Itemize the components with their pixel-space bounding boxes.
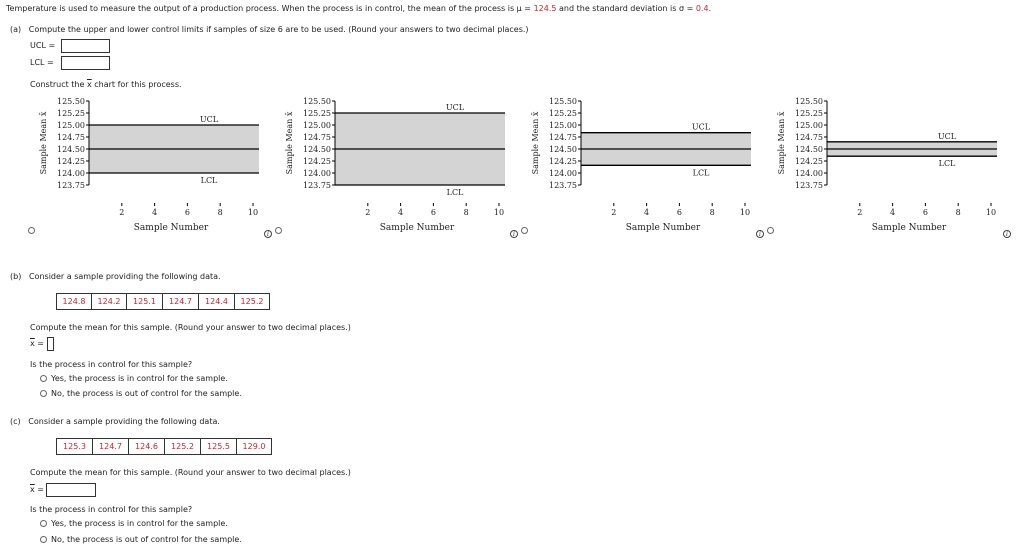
chart-2-info-icon[interactable]: i [510,230,518,238]
chart-1-x-tick-label: 6 [184,208,190,217]
part-b-no-label[interactable]: No, the process is out of control for the sample. [51,389,242,398]
part-c-yes-radio[interactable] [40,520,47,527]
part-a-prompt: (a) Compute the upper and lower control limits if samples of size 6 are to be used. (Round your answers to two decimal places.) [10,25,529,34]
chart-4-x-tick-label: 8 [955,208,961,217]
sample-b-value-2: 124.2 [91,293,127,310]
part-b-mean-input[interactable] [47,337,54,351]
part-b-mean-prompt: Compute the mean for this sample. (Round your answer to two decimal places.) [30,323,351,332]
sample-b-value-3: 125.1 [126,293,163,310]
chart-4-info-icon[interactable]: i [1003,230,1011,238]
chart-1-y-tick-label: 124.25 [57,157,85,166]
lcl-label: LCL = [30,58,54,67]
part-c-mean-input[interactable] [46,483,96,497]
sample-c-value-4: 125.2 [164,438,201,455]
chart-3-x-tick-label: 4 [644,208,650,217]
chart-4-x-axis-title: Sample Number [871,223,947,233]
part-b-prompt: (b) Consider a sample providing the following data. [10,272,221,281]
chart-3-y-tick-label: 125.25 [549,109,577,118]
sample-b-value-6: 125.2 [234,293,270,310]
chart-option-4-radio[interactable] [767,227,774,234]
chart-1-y-tick-label: 124.50 [57,145,85,154]
chart-4-y-tick-label: 124.50 [795,145,823,154]
chart-1-lcl-label: LCL [200,176,218,185]
chart-2-y-axis-title: Sample Mean x̄ [285,111,294,175]
part-b-xbar-label: $\overline{x}$ = [30,339,44,348]
chart-3-x-tick-label: 10 [739,208,751,217]
chart-1-x-tick-label: 8 [217,208,223,217]
part-c-no-label[interactable]: No, the process is out of control for the sample. [51,535,242,544]
chart-option-1-radio[interactable] [28,227,35,234]
ucl-input[interactable] [61,39,110,53]
chart-1-y-tick-label: 124.75 [57,133,85,142]
lcl-input[interactable] [61,56,110,70]
part-b-yes-radio[interactable] [40,375,47,382]
part-c-control-question: Is the process in control for this sample? [30,505,193,514]
chart-1-y-tick-label: 124.00 [57,169,85,178]
chart-4-y-axis-title: Sample Mean x̄ [777,111,786,175]
sample-b-value-1: 124.8 [56,293,92,310]
chart-2-x-tick-label: 4 [398,208,404,217]
chart-4-x-tick-label: 4 [890,208,896,217]
chart-3-y-axis-title: Sample Mean x̄ [531,111,540,175]
sample-c-value-1: 125.3 [56,438,93,455]
problem-statement: Temperature is used to measure the output of a production process. When the process is in control, the mean of the process is μ = 124.5 and the standard deviation is σ = 0.4. [6,4,712,13]
chart-2-lcl-label: LCL [446,188,464,197]
part-b-control-question: Is the process in control for this sample? [30,360,193,369]
chart-1-info-icon[interactable]: i [264,230,272,238]
chart-1-y-tick-label: 125.00 [57,121,85,130]
chart-3-y-tick-label: 124.25 [549,157,577,166]
chart-3-x-tick-label: 6 [676,208,682,217]
chart-2-y-tick-label: 124.50 [303,145,331,154]
control-chart-options [0,88,1024,248]
chart-4-y-tick-label: 125.50 [795,97,823,106]
chart-1-x-axis-title: Sample Number [133,223,209,233]
chart-4-x-tick-label: 6 [922,208,928,217]
chart-2-x-tick-label: 2 [365,208,371,217]
chart-2-x-tick-label: 8 [463,208,469,217]
chart-3-x-axis-title: Sample Number [625,223,701,233]
chart-2-y-tick-label: 125.00 [303,121,331,130]
chart-3-info-icon[interactable]: i [756,230,764,238]
chart-4-lcl-label: LCL [938,159,956,169]
chart-2-y-tick-label: 124.00 [303,169,331,178]
part-c-yes-label[interactable]: Yes, the process is in control for the sample. [51,519,228,528]
part-b-yes-label[interactable]: Yes, the process is in control for the sample. [51,374,228,383]
part-c-mean-prompt: Compute the mean for this sample. (Round your answer to two decimal places.) [30,468,351,477]
chart-1-ucl-label: UCL [199,115,219,124]
part-b-no-radio[interactable] [40,390,47,397]
chart-4-y-tick-label: 124.00 [795,169,823,178]
chart-3-y-tick-label: 123.75 [549,181,577,190]
chart-1-y-axis-title: Sample Mean x̄ [39,111,48,175]
chart-4-y-tick-label: 123.75 [795,181,823,190]
part-c-xbar-label: $\overline{x}$ = [30,485,44,494]
sample-b-value-4: 124.7 [162,293,199,310]
chart-3-y-tick-label: 124.00 [549,169,577,178]
chart-1-y-tick-label: 125.50 [57,97,85,106]
chart-option-2-radio[interactable] [275,227,282,234]
chart-prompt: Construct the $\overline{x}$ chart for this process. [30,80,182,89]
chart-4-ucl-label: UCL [937,131,957,141]
chart-3-y-tick-label: 125.50 [549,97,577,106]
chart-4-y-tick-label: 124.75 [795,133,823,142]
chart-2-y-tick-label: 124.75 [303,133,331,142]
chart-1-y-tick-label: 125.25 [57,109,85,118]
chart-3-y-tick-label: 125.00 [549,121,577,130]
chart-2-x-tick-label: 10 [493,208,505,217]
chart-3-y-tick-label: 124.50 [549,145,577,154]
mu-value: 124.5 [533,4,557,13]
sample-b-value-5: 124.4 [198,293,235,310]
chart-2-x-tick-label: 6 [430,208,436,217]
chart-2-y-tick-label: 125.25 [303,109,331,118]
chart-4-x-tick-label: 10 [985,208,997,217]
part-c-no-radio[interactable] [40,536,47,543]
sigma-value: 0.4 [695,4,709,13]
chart-1-x-tick-label: 4 [152,208,158,217]
chart-1-x-tick-label: 10 [247,208,259,217]
chart-2-x-axis-title: Sample Number [379,223,455,233]
chart-2-y-tick-label: 125.50 [303,97,331,106]
chart-2-ucl-label: UCL [445,103,465,112]
chart-3-x-tick-label: 8 [709,208,715,217]
sample-c-value-3: 124.6 [128,438,165,455]
chart-option-3-radio[interactable] [521,227,528,234]
chart-4-y-tick-label: 125.00 [795,121,823,130]
chart-3-ucl-label: UCL [691,122,711,132]
chart-1-y-tick-label: 123.75 [57,181,85,190]
chart-3-x-tick-label: 2 [611,208,617,217]
chart-3-y-tick-label: 124.75 [549,133,577,142]
chart-3-lcl-label: LCL [692,168,710,178]
sample-c-value-2: 124.7 [92,438,129,455]
part-c-prompt: (c) Consider a sample providing the following data. [10,417,220,426]
chart-2-y-tick-label: 123.75 [303,181,331,190]
sample-c-value-5: 125.5 [200,438,237,455]
chart-2-y-tick-label: 124.25 [303,157,331,166]
chart-4-x-tick-label: 2 [857,208,863,217]
sample-c-value-6: 129.0 [236,438,272,455]
chart-4-y-tick-label: 125.25 [795,109,823,118]
ucl-label: UCL = [30,41,56,50]
chart-4-y-tick-label: 124.25 [795,157,823,166]
chart-1-x-tick-label: 2 [119,208,125,217]
